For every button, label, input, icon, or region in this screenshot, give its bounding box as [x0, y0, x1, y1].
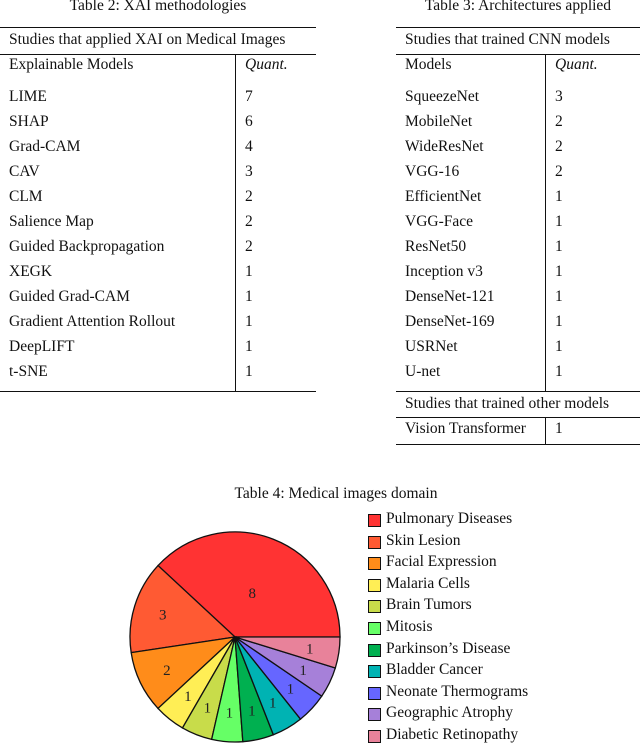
table-cell-quant: 2 — [555, 113, 563, 130]
table-cell-model: DenseNet-121 — [405, 288, 495, 305]
table3-caption: Table 3: Architectures applied — [424, 0, 612, 14]
table2-col-header-model: Explainable Models — [9, 56, 134, 73]
pie-slice-label: 1 — [306, 641, 314, 658]
legend-label: Bladder Cancer — [386, 661, 483, 679]
table-cell-quant: 2 — [555, 138, 563, 155]
legend-label: Malaria Cells — [386, 574, 470, 592]
table2-col-header-quant: Quant. — [245, 56, 288, 73]
legend-label: Skin Lesion — [386, 531, 461, 549]
table-cell-quant: 7 — [245, 88, 253, 105]
table-cell-model: Salience Map — [9, 213, 94, 230]
pie-slice-label: 8 — [248, 586, 257, 603]
pie-slice-label: 2 — [163, 662, 171, 679]
table-cell-quant: 1 — [245, 263, 253, 280]
table-cell-quant: 1 — [555, 313, 563, 330]
legend-swatch — [368, 600, 381, 613]
table-cell-quant: 6 — [245, 113, 253, 130]
table-cell-model: DeepLIFT — [9, 338, 75, 355]
legend-label: Brain Tumors — [386, 596, 472, 614]
table-cell-model: Guided Grad-CAM — [9, 288, 130, 305]
legend-label: Pulmonary Diseases — [386, 510, 513, 527]
table-cell-model: LIME — [9, 88, 47, 105]
legend-swatch — [368, 622, 381, 635]
table-cell-model: MobileNet — [405, 113, 473, 130]
table-cell-quant: 1 — [555, 238, 563, 255]
table-cell-quant: 1 — [555, 263, 563, 280]
table-cell-quant: 3 — [245, 163, 253, 180]
legend-label: Facial Expression — [386, 553, 497, 571]
table-cell-quant: 1 — [245, 313, 253, 330]
table-cell-quant: 1 — [245, 288, 253, 305]
table-cell-model: Vision Transformer — [405, 420, 526, 437]
table3-other-header: Studies that trained other models — [405, 395, 610, 412]
table-cell-quant: 1 — [555, 213, 563, 230]
table3-col-header-quant: Quant. — [555, 56, 598, 73]
pie-slice-label: 1 — [269, 695, 277, 712]
table-cell-model: t-SNE — [9, 363, 48, 380]
table-cell-quant: 4 — [245, 138, 253, 155]
table-cell-model: Gradient Attention Rollout — [9, 313, 176, 330]
table3-col-header-model: Models — [405, 56, 452, 73]
legend-swatch — [368, 730, 381, 743]
table-cell-model: VGG-16 — [405, 163, 460, 180]
table-cell-model: SHAP — [9, 113, 49, 130]
legend-label: Mitosis — [386, 618, 433, 635]
pie-slice-label: 1 — [286, 681, 295, 698]
table3-group-header: Studies that trained CNN models — [405, 31, 610, 48]
table-cell-quant: 1 — [555, 420, 563, 437]
table-cell-model: VGG-Face — [405, 213, 474, 230]
table-cell-model: U-net — [405, 363, 441, 380]
legend-label: Parkinson’s Disease — [386, 639, 511, 657]
legend-label: Geographic Atrophy — [386, 704, 513, 722]
legend-swatch — [368, 665, 381, 678]
legend-swatch — [368, 557, 381, 570]
table-cell-quant: 1 — [555, 338, 563, 355]
legend-swatch — [368, 514, 381, 527]
pie-slice-label: 1 — [225, 705, 234, 722]
table-cell-model: CLM — [9, 188, 43, 205]
table-cell-model: CAV — [9, 163, 40, 180]
pie-slice-label: 3 — [159, 607, 167, 624]
legend-swatch — [368, 536, 381, 549]
pie-slice-label: 1 — [184, 689, 192, 706]
table-cell-model: USRNet — [405, 338, 458, 355]
table-cell-quant: 1 — [555, 288, 563, 305]
legend-swatch — [368, 687, 381, 700]
legend-swatch — [368, 579, 381, 592]
legend-label: Neonate Thermograms — [386, 682, 529, 700]
table2-caption: Table 2: XAI methodologies — [69, 0, 247, 14]
table-cell-model: Guided Backpropagation — [9, 238, 165, 255]
pie-slice-label: 1 — [248, 703, 256, 720]
table-cell-model: SqueezeNet — [405, 88, 480, 105]
table-cell-model: DenseNet-169 — [405, 313, 495, 330]
table-cell-quant: 1 — [555, 188, 563, 205]
legend-swatch — [368, 644, 381, 657]
table-cell-quant: 2 — [245, 188, 253, 205]
table-cell-model: WideResNet — [405, 138, 484, 155]
table-cell-quant: 2 — [245, 238, 253, 255]
legend-label: Diabetic Retinopathy — [386, 726, 519, 743]
table-cell-model: XEGK — [9, 263, 53, 280]
table2-group-header: Studies that applied XAI on Medical Images — [9, 31, 286, 48]
pie-slice-label: 1 — [299, 662, 307, 679]
table-cell-quant: 2 — [555, 163, 563, 180]
table-cell-quant: 1 — [245, 363, 253, 380]
table-cell-quant: 1 — [245, 338, 253, 355]
chart-title: Table 4: Medical images domain — [234, 485, 438, 502]
pie-slice-label: 1 — [203, 700, 212, 717]
table-cell-model: Grad-CAM — [9, 138, 81, 155]
legend-swatch — [368, 708, 381, 721]
table-cell-quant: 2 — [245, 213, 253, 230]
table-cell-model: EfficientNet — [405, 188, 482, 205]
table-cell-model: ResNet50 — [405, 238, 467, 255]
table-cell-quant: 3 — [555, 88, 563, 105]
table-cell-quant: 1 — [555, 363, 563, 380]
table-cell-model: Inception v3 — [405, 263, 483, 280]
